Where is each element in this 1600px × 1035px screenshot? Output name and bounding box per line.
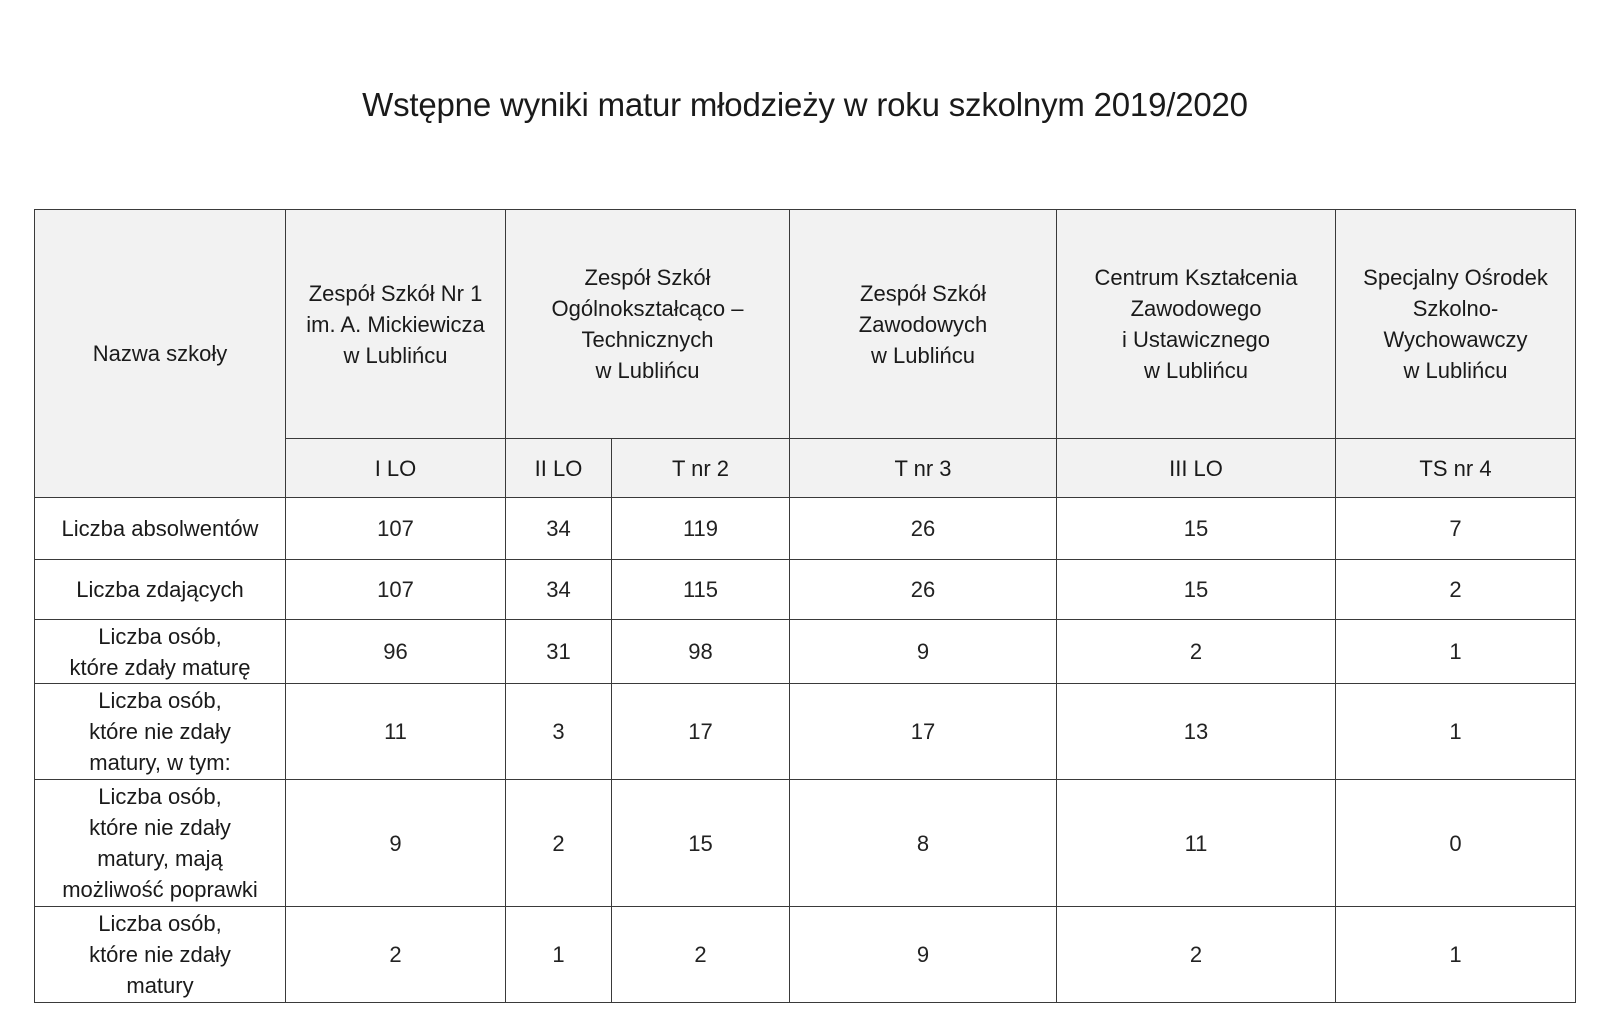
school-header-line: Szkolno- xyxy=(1412,296,1499,321)
school-header-line: Zawodowego xyxy=(1130,296,1262,321)
table-cell: 115 xyxy=(612,560,790,620)
table-cell: 34 xyxy=(506,498,612,560)
results-table xyxy=(34,209,1576,1003)
table-row xyxy=(35,498,1576,560)
header-row-schools xyxy=(35,210,1576,439)
unit-header: III LO xyxy=(1057,439,1336,498)
table-cell: 1 xyxy=(1336,684,1576,780)
row-label-line: Liczba zdających xyxy=(76,577,244,602)
table-cell: 9 xyxy=(790,620,1057,684)
table-cell: 31 xyxy=(506,620,612,684)
table-cell: 2 xyxy=(1336,560,1576,620)
table-cell: 11 xyxy=(286,684,506,780)
unit-header: T nr 3 xyxy=(790,439,1057,498)
school-header-line: w Lublińcu xyxy=(1144,358,1248,383)
table-cell: 2 xyxy=(286,907,506,1003)
school-header-line: Zespół Szkół xyxy=(584,265,711,290)
row-label-line: Liczba osób, xyxy=(98,688,222,713)
table-cell: 26 xyxy=(790,560,1057,620)
table-cell: 15 xyxy=(1057,560,1336,620)
table-cell: 98 xyxy=(612,620,790,684)
row-label xyxy=(35,560,286,620)
table-cell: 9 xyxy=(286,780,506,907)
table-row xyxy=(35,620,1576,684)
unit-header: I LO xyxy=(286,439,506,498)
table-cell: 15 xyxy=(612,780,790,907)
table-cell: 3 xyxy=(506,684,612,780)
school-header-line: w Lublińcu xyxy=(595,358,700,383)
table-cell: 17 xyxy=(790,684,1057,780)
row-label-line: które nie zdały xyxy=(89,719,231,744)
table-cell: 1 xyxy=(1336,907,1576,1003)
row-label xyxy=(35,620,286,684)
row-label-header xyxy=(35,210,286,498)
table-cell: 8 xyxy=(790,780,1057,907)
school-header-3 xyxy=(790,210,1057,439)
school-header-line: Centrum Kształcenia xyxy=(1094,265,1298,290)
table-cell: 17 xyxy=(612,684,790,780)
school-header-line: w Lublińcu xyxy=(343,342,448,368)
row-label-line: Liczba osób, xyxy=(98,623,222,649)
school-header-5 xyxy=(1336,210,1576,439)
school-header-line: Specjalny Ośrodek xyxy=(1363,265,1548,290)
school-header-line: w Lublińcu xyxy=(871,342,975,368)
table-cell: 107 xyxy=(286,560,506,620)
school-header-line: Zawodowych xyxy=(858,311,988,337)
school-header-line: i Ustawicznego xyxy=(1122,327,1270,352)
row-label-line: Liczba osób, xyxy=(98,784,222,809)
row-label xyxy=(35,907,286,1003)
row-label-line: możliwość poprawki xyxy=(62,877,258,902)
table-cell: 34 xyxy=(506,560,612,620)
row-label xyxy=(35,498,286,560)
row-label-line: które nie zdały xyxy=(89,815,231,840)
unit-header: TS nr 4 xyxy=(1336,439,1576,498)
school-header-2 xyxy=(506,210,790,439)
school-header-1 xyxy=(286,210,506,439)
page-title: Wstępne wyniki matur młodzieży w roku szkolnym 2019/2020 xyxy=(362,86,1248,123)
school-header-line: Wychowawczy xyxy=(1383,327,1528,352)
table-cell: 2 xyxy=(1057,620,1336,684)
school-header-line: Ogólnokształcąco – xyxy=(551,296,744,321)
row-label-line: matury, mają xyxy=(97,846,223,871)
table-cell: 107 xyxy=(286,498,506,560)
table-cell: 9 xyxy=(790,907,1057,1003)
table-cell: 96 xyxy=(286,620,506,684)
school-header-line: im. A. Mickiewicza xyxy=(306,311,485,337)
table-cell: 15 xyxy=(1057,498,1336,560)
school-header-line: Zespół Szkół xyxy=(860,280,986,306)
table-row xyxy=(35,560,1576,620)
school-header-line: Zespół Szkół Nr 1 xyxy=(308,280,483,306)
table-cell: 11 xyxy=(1057,780,1336,907)
row-label xyxy=(35,780,286,907)
school-header-4 xyxy=(1057,210,1336,439)
table-cell: 13 xyxy=(1057,684,1336,780)
table-cell: 26 xyxy=(790,498,1057,560)
table-cell: 2 xyxy=(612,907,790,1003)
table-cell: 2 xyxy=(506,780,612,907)
school-header-line: w Lublińcu xyxy=(1403,358,1508,383)
row-label-line: matury xyxy=(126,973,194,998)
table-row xyxy=(35,684,1576,780)
unit-header: T nr 2 xyxy=(612,439,790,498)
row-label-line: Liczba absolwentów xyxy=(61,516,259,541)
unit-header: II LO xyxy=(506,439,612,498)
table-cell: 2 xyxy=(1057,907,1336,1003)
row-label-header-text: Nazwa szkoły xyxy=(92,341,228,366)
table-cell: 7 xyxy=(1336,498,1576,560)
table-cell: 0 xyxy=(1336,780,1576,907)
row-label xyxy=(35,684,286,780)
table-cell: 119 xyxy=(612,498,790,560)
row-label-line: które zdały maturę xyxy=(69,654,251,680)
table-cell: 1 xyxy=(506,907,612,1003)
table-cell: 1 xyxy=(1336,620,1576,684)
row-label-line: które nie zdały xyxy=(89,942,231,967)
school-header-line: Technicznych xyxy=(581,327,714,352)
row-label-line: matury, w tym: xyxy=(89,750,231,775)
row-label-line: Liczba osób, xyxy=(98,911,222,936)
table-row xyxy=(35,780,1576,907)
table-row xyxy=(35,907,1576,1003)
